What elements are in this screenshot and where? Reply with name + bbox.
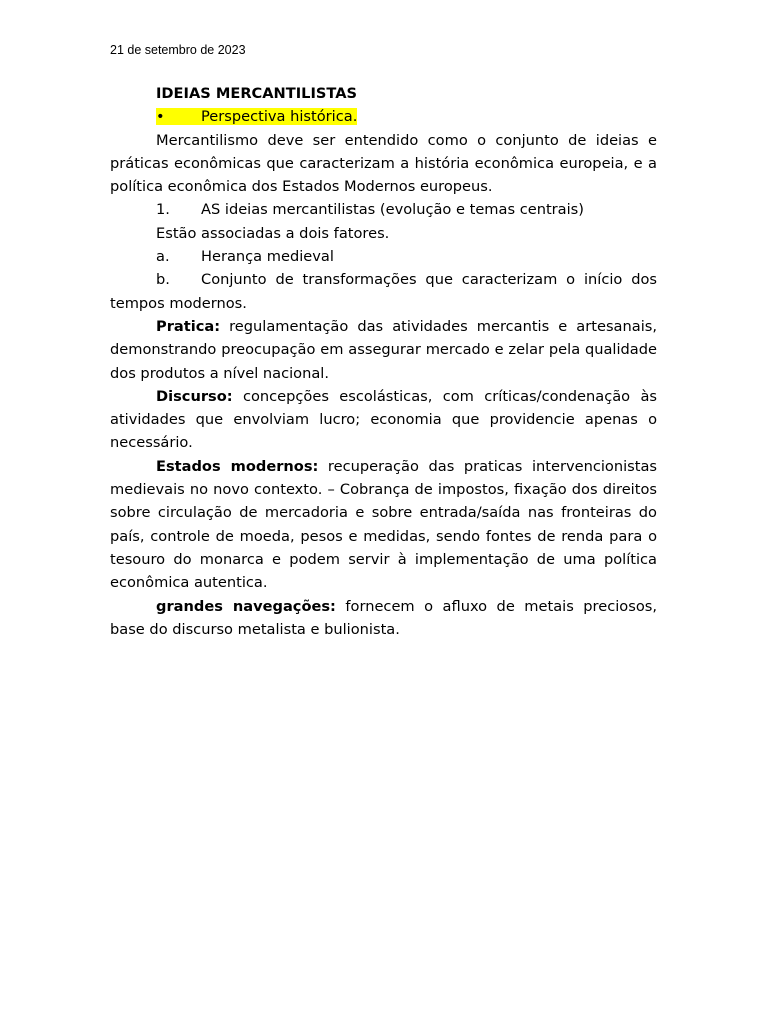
navegacoes-text: fornecem o afluxo de metais preciosos, base do discurso metalista e bulionista. [110,597,657,638]
pratica-label: Pratica: [156,317,221,335]
discurso-text: concepções escolásticas, com críticas/condenação às atividades que envolviam lucro; economia que providencie apenas o necessário. [110,387,657,452]
navegacoes-label: grandes navegações: [156,597,336,615]
estados-paragraph [110,455,657,595]
factors-intro: Estão associadas a dois fatores. [156,224,390,242]
document-title: IDEIAS MERCANTILISTAS [156,85,358,102]
numbered-item-text: AS ideias mercantilistas (evolução e temas centrais) [201,201,584,219]
estados-label: Estados modernos: [156,457,319,475]
intro-paragraph: Mercantilismo deve ser entendido como o conjunto de ideias e práticas econômicas que caracterizam a história econômica europeia, e a política econômica dos Estados Modernos europeus. [110,131,657,196]
pratica-text: regulamentação das atividades mercantis e artesanais, demonstrando preocupação em assegurar mercado e zelar pela qualidade dos produtos a nível nacional. [110,317,657,382]
navegacoes-paragraph [110,595,657,642]
list-item-b-continuation: tempos modernos. [110,294,247,312]
discurso-label: Discurso: [156,387,233,405]
list-marker-b: b. [156,271,170,289]
bullet-item [110,105,657,128]
document-body [110,82,657,641]
list-item-a-text: Herança medieval [201,248,334,266]
bullet-marker: • [156,108,165,126]
list-item-b [110,268,657,291]
discurso-paragraph [110,385,657,455]
numbered-marker: 1. [156,201,170,219]
highlighted-bullet [156,108,357,125]
numbered-item-1 [110,198,657,221]
pratica-paragraph [110,315,657,385]
document-date: 21 de setembro de 2023 [110,43,246,57]
list-item-a [110,245,657,268]
list-marker-a: a. [156,248,170,266]
estados-text: recuperação das praticas intervencionistas medievais no novo contexto. – Cobrança de impostos, fixação dos direitos sobre circulação de mercadoria e sobre entrada/saída nas fronteiras do país, controle de moeda, pesos e medidas, sendo fontes de renda para o tesouro do monarca e podem servir à implementação de uma política econômica autentica. [110,457,658,592]
bullet-text: Perspectiva histórica. [201,108,358,126]
list-item-b-text-line1: Conjunto de transformações que caracterizam o início dos [201,271,657,289]
